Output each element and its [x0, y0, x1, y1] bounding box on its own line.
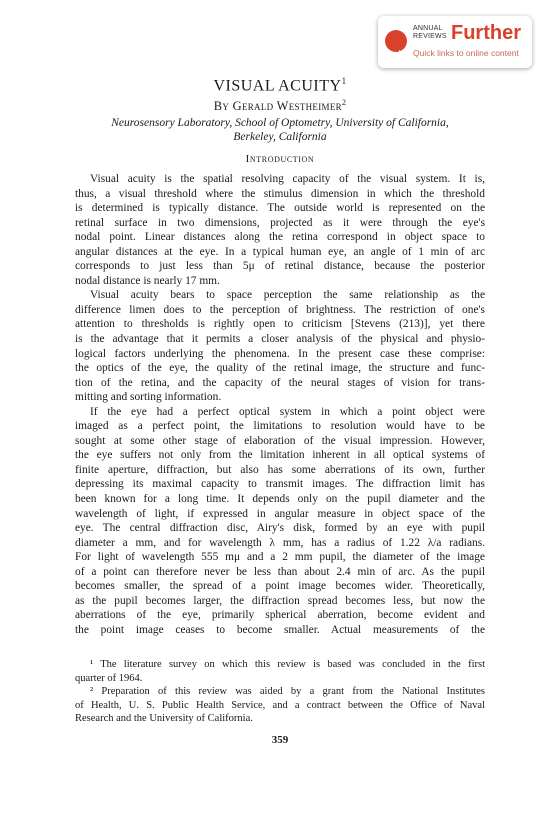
badge-word: Further: [451, 22, 521, 44]
footnotes: [75, 658, 485, 726]
article-title: VISUAL ACUITY$^1$: [213, 76, 347, 95]
badge-subtitle: Quick links to online content: [413, 48, 519, 58]
body-line: finite aperture, diffraction, but also has some aberrations of its own, further: [75, 463, 485, 476]
body-line: corresponds to just less than 5μ of retinal distance, because the posterior: [75, 260, 485, 273]
author-line: By Gerald Westheimer$^2$: [213, 98, 347, 114]
play-arrow-icon: [385, 30, 407, 52]
title-footnote-marker[interactable]: 1: [341, 76, 347, 86]
body-line: For light of wavelength 555 mμ and a 2 mm pupil, the diameter of the image: [75, 551, 485, 564]
body-line: the optics of the eye, the quality of the retinal image, the structure and func-: [75, 362, 485, 375]
body-line: difference limen does to the perception of brightness. The restriction of one's: [75, 303, 485, 316]
body-line: thus, a visual threshold where the stimulus dimension in which the threshold: [75, 187, 485, 200]
body-line: nodal distance is nearly 17 mm.: [75, 274, 220, 287]
body-line: is determined is typically distance. The outside world is represented on the: [75, 202, 485, 215]
footnote-line: ² Preparation of this review was aided by a grant from the National Institutes: [90, 686, 485, 698]
page-number: 359: [271, 734, 289, 746]
body-line: becomes smaller, the spread of a point image becomes wider. Theoretically,: [75, 580, 485, 593]
footnote-line: of Health, U. S. Public Health Service, and a contract between the Office of Naval: [75, 699, 485, 711]
body-line: the eye suffers not only from the limitation inherent in all optical systems of: [75, 449, 485, 462]
author-footnote-marker[interactable]: 2: [341, 98, 347, 107]
body-line: been known for a long time. It depends only on the pupil diameter and the: [75, 493, 485, 506]
body-line: logical factors underlying the phenomena. In the present case these comprise:: [75, 347, 485, 360]
badge-publisher: ANNUAL REVIEWS: [413, 25, 447, 40]
body-line: tion of the retina, and the capacity of the neural stages of vision for trans-: [75, 376, 485, 389]
body-line: of a point can therefore never be less than about 2.4 min of arc. As the pupil: [75, 565, 485, 578]
body-line: retinal surface in two dimensions, projected as it were through the eye's: [75, 216, 485, 229]
footnote-line: Research and the University of California.: [75, 713, 253, 725]
body-line: the point image ceases to become smaller. Actual measurements of the: [75, 623, 485, 636]
body-line: eye. The central diffraction disc, Airy's disk, formed by an eye with pupil: [75, 522, 485, 535]
body-line: aberrations of the eye, primarily spherical aberration, become evident and: [75, 609, 485, 622]
body-line: diameter a mm, and for wavelength λ mm, has a radius of 1.22 λ/a radians.: [75, 536, 485, 549]
body-line: Visual acuity bears to space perception the same relationship as the: [90, 289, 485, 302]
body-line: nodal point. Linear distances along the retina correspond in object space to: [75, 231, 485, 244]
body-line: If the eye had a perfect optical system in which a point object were: [90, 405, 485, 418]
section-heading: Introduction: [245, 153, 315, 165]
body-line: sought at some other stage of elaboration of the visual impression. However,: [75, 434, 485, 447]
body-text: [75, 172, 485, 638]
body-line: as the pupil becomes larger, the diffraction spread becomes less, but now the: [75, 594, 485, 607]
footnote-line: ¹ The literature survey on which this review is based was concluded in the first: [90, 659, 485, 670]
body-line: Visual acuity is the spatial resolving capacity of the visual system. It is,: [90, 173, 485, 185]
body-line: is the advantage that it permits a closer analysis of the physical and physio-: [75, 333, 485, 346]
body-line: wavelength of light, if expressed in angular measure in object space of the: [75, 507, 485, 520]
affiliation: Neurosensory Laboratory, School of Optometry, University of California, Berkeley, California: [111, 117, 449, 143]
body-line: depressing its maximal capacity to transmit images. The diffraction limit has: [75, 478, 485, 491]
body-line: mitting and sorting information.: [75, 391, 222, 404]
body-line: angular distances at the eye. In a typical human eye, an angle of 1 min of arc: [75, 245, 485, 258]
body-line: attention to thresholds is rightly open to criticism [Stevens (213)], yet there: [75, 318, 485, 331]
footnote-line: quarter of 1964.: [75, 672, 143, 684]
further-links-badge[interactable]: [378, 16, 532, 68]
body-line: imaged as a perfect point, the limitations to resolution would have to be: [75, 420, 485, 433]
